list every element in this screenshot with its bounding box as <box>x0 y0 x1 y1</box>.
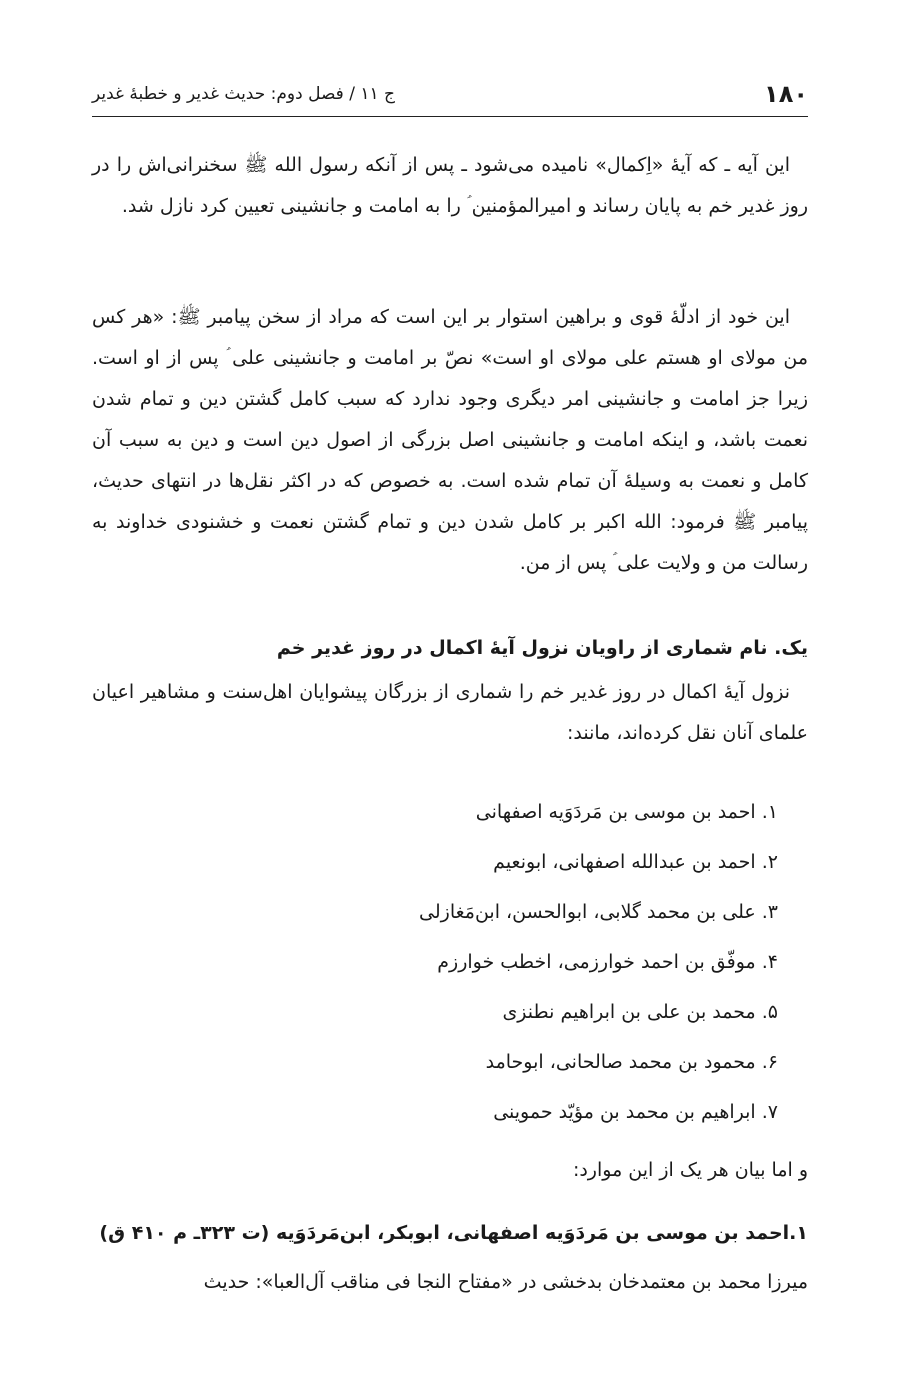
list-item: ۲. احمد بن عبدالله اصفهانی، ابونعیم <box>493 851 778 873</box>
paragraph-1: این آیه ـ که آیهٔ «اِکمال» نامیده می‌شود ـ پس از آنکه رسول الله ﷺ سخنرانی‌اش را در روز غدیر خم به پایان رساند و امیرالمؤمنین ؑ را به امامت و جانشینی تعیین کرد نازل شد. <box>92 154 808 217</box>
section-intro: نزول آیهٔ اکمال در روز غدیر خم را شماری از بزرگان پیشوایان اهل‌سنت و مشاهیر اعیان علمای آنان نقل کرده‌اند، مانند: <box>92 681 808 744</box>
running-head: ج ۱۱ / فصل دوم: حدیث غدیر و خطبهٔ غدیر <box>92 84 396 104</box>
list-item: ۳. علی بن محمد گلابی، ابوالحسن، ابن‌مَغازلی <box>419 901 778 923</box>
page-header <box>92 72 808 117</box>
list-item: ۵. محمد بن علی بن ابراهیم نطنزی <box>502 1001 778 1023</box>
narrators-list <box>92 787 778 1137</box>
list-item: ۶. محمود بن محمد صالحانی، ابوحامد <box>485 1051 778 1073</box>
subheading: ۱.احمد بن موسی بن مَردَوَیه اصفهانی، ابوبکر، ابن‌مَردَوَیه (ت ۳۲۳ـ م ۴۱۰ ق) <box>99 1222 808 1244</box>
list-item: ۴. موفّق بن احمد خوارزمی، اخطب خوارزم <box>437 951 778 973</box>
book-page <box>92 0 808 1390</box>
paragraph-2: این خود از ادلّهٔ قوی و براهین استوار بر این است که مراد از سخن پیامبر ﷺ: «هر کس من مولای او هستم علی مولای او است» نصّ بر امامت و جانشینی علی ؑ پس از او است. زیرا جز امامت و جانشینی امر دیگری وجود ندارد که سبب کامل گشتن دین و تمام شدن نعمت باشد، و اینکه امامت و جانشینی اصل بزرگی از اصول دین است و دین به سبب آن کامل و نعمت به وسیلهٔ آن تمام شده است. به خصوص که در اکثر نقل‌ها در انتهای حدیث، پیامبر ﷺ فرمود: الله اکبر بر کامل شدن دین و تمام گشتن نعمت و خشنودی خداوند به رسالت من و ولایت علی ؑ پس از من. <box>92 306 808 574</box>
final-line: میرزا محمد بن معتمدخان بدخشی در «مفتاح النجا فی مناقب آل‌العبا»: حدیث <box>203 1271 808 1293</box>
section-heading: یک. نام شماری از راویان نزول آیهٔ اکمال در روز غدیر خم <box>276 637 808 659</box>
list-item: ۷. ابراهیم بن محمد بن مؤیّد حموینی <box>493 1101 778 1123</box>
list-item: ۱. احمد بن موسی بن مَردَوَیه اصفهانی <box>475 801 778 823</box>
list-outro: و اما بیان هر یک از این موارد: <box>572 1159 808 1181</box>
page-number: ۱۸۰ <box>764 80 808 108</box>
